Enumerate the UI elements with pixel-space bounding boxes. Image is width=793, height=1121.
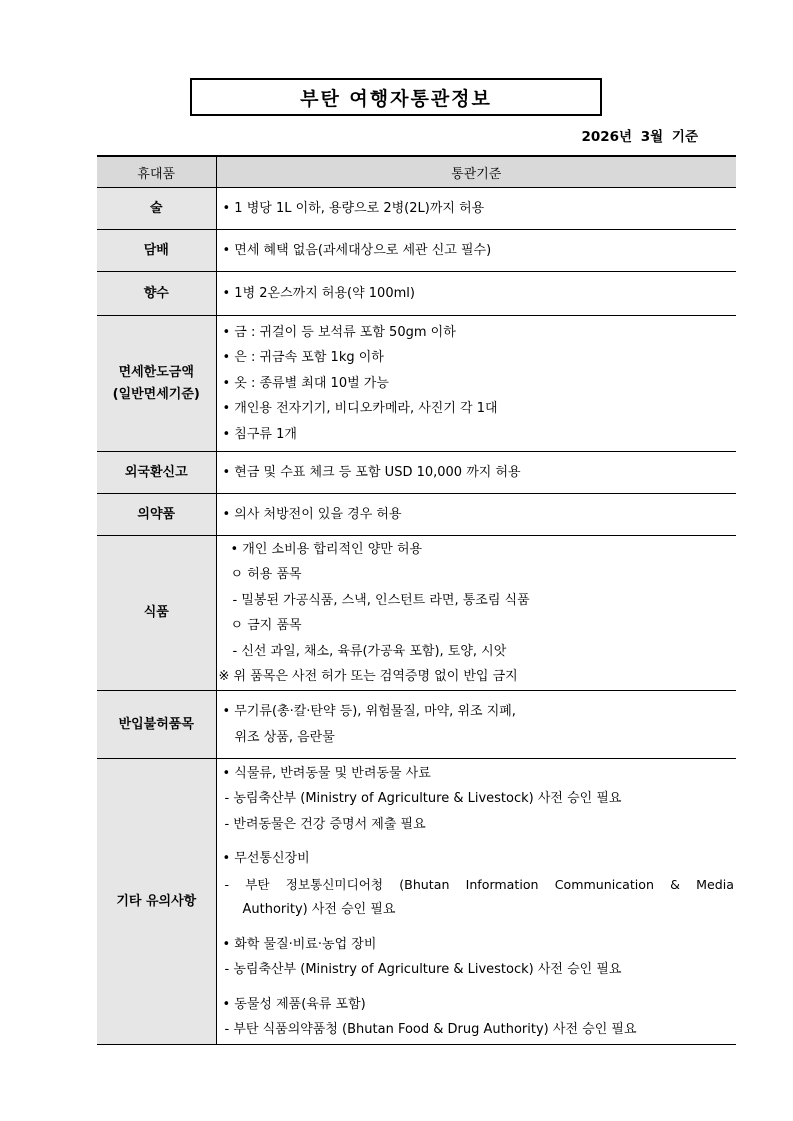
page-title: 부탄 여행자통관정보 bbox=[190, 78, 602, 116]
header-criteria: 통관기준 bbox=[216, 156, 736, 188]
category-sublabel: (일반면세기준) bbox=[112, 386, 200, 402]
content-cell bbox=[216, 188, 736, 230]
row-food bbox=[97, 536, 736, 691]
table-header-row bbox=[97, 156, 736, 188]
content-line: ㅇ 금지 품목 bbox=[230, 618, 302, 633]
category-label: 기타 유의사항 bbox=[116, 893, 197, 909]
content-line: • 1 병당 1L 이하, 용량으로 2병(2L)까지 허용 bbox=[222, 200, 485, 216]
content-line: • 동물성 제품(육류 포함) bbox=[222, 996, 366, 1012]
row-alcohol bbox=[97, 188, 736, 230]
content-line: • 1병 2온스까지 허용(약 100ml) bbox=[222, 285, 415, 301]
category-label: 술 bbox=[149, 200, 163, 216]
category-cell bbox=[97, 188, 216, 230]
category-cell bbox=[97, 494, 216, 536]
row-currency-declaration bbox=[97, 452, 736, 494]
content-line: ㅇ 허용 품목 bbox=[230, 567, 302, 582]
category-cell bbox=[97, 759, 216, 1045]
content-cell bbox=[216, 536, 736, 691]
content-line: - 반려동물은 건강 증명서 제출 필요 bbox=[224, 816, 426, 832]
content-line: - 밀봉된 가공식품, 스낵, 인스턴트 라면, 통조림 식품 bbox=[232, 592, 530, 608]
row-duty-free-limit bbox=[97, 316, 736, 452]
content-line: 위조 상품, 음란물 bbox=[234, 729, 335, 745]
content-line: • 금 : 귀걸이 등 보석류 포함 50gm 이하 bbox=[222, 324, 456, 340]
content-line: Authority) 사전 승인 필요 bbox=[242, 902, 396, 917]
content-line: • 은 : 귀금속 포함 1kg 이하 bbox=[222, 350, 384, 366]
content-line: • 개인 소비용 합리적인 양만 허용 bbox=[230, 541, 423, 557]
content-line: • 면세 혜택 없음(과세대상으로 세관 신고 필수) bbox=[222, 242, 492, 258]
content-line: • 무선통신장비 bbox=[222, 851, 310, 866]
row-tobacco bbox=[97, 230, 736, 272]
category-label: 향수 bbox=[143, 285, 169, 301]
customs-info-table bbox=[97, 155, 736, 1045]
content-line: • 식물류, 반려동물 및 반려동물 사료 bbox=[222, 765, 431, 781]
category-label: 의약품 bbox=[137, 506, 176, 522]
category-label: 외국환신고 bbox=[124, 464, 188, 480]
content-line: • 개인용 전자기기, 비디오카메라, 사진기 각 1대 bbox=[222, 401, 498, 417]
content-cell bbox=[216, 452, 736, 494]
content-line: - 부탄 식품의약품청 (Bhutan Food & Drug Authority) 사전 승인 필요 bbox=[224, 1022, 637, 1037]
category-label: 담배 bbox=[143, 242, 169, 258]
category-cell bbox=[97, 691, 216, 759]
content-line: • 무기류(총·칼·탄약 등), 위험물질, 마약, 위조 지폐, bbox=[222, 704, 516, 719]
content-line: • 옷 : 종류별 최대 10벌 가능 bbox=[222, 375, 389, 391]
content-line: • 침구류 1개 bbox=[222, 426, 297, 442]
content-cell bbox=[216, 759, 736, 1045]
category-label: 반입불허품목 bbox=[118, 716, 194, 732]
row-prohibited-items bbox=[97, 691, 736, 759]
content-line: - 농림축산부 (Ministry of Agriculture & Livestock) 사전 승인 필요 bbox=[224, 962, 622, 977]
content-cell bbox=[216, 494, 736, 536]
content-cell bbox=[216, 272, 736, 316]
content-line: - 농림축산부 (Ministry of Agriculture & Livestock) 사전 승인 필요 bbox=[224, 791, 622, 806]
row-other-notes bbox=[97, 759, 736, 1045]
category-cell bbox=[97, 272, 216, 316]
category-cell bbox=[97, 230, 216, 272]
content-line: - 부탄 정보통신미디어청 (Bhutan Information Communication & Media bbox=[224, 876, 734, 892]
reference-date: 2026년 3월 기준 bbox=[581, 129, 698, 145]
header-item: 휴대품 bbox=[97, 156, 216, 188]
content-line: • 의사 처방전이 있을 경우 허용 bbox=[222, 506, 402, 522]
category-label: 식품 bbox=[143, 605, 169, 620]
content-line: • 화학 물질·비료·농업 장비 bbox=[222, 936, 377, 952]
category-cell bbox=[97, 536, 216, 691]
category-cell bbox=[97, 452, 216, 494]
row-medicine bbox=[97, 494, 736, 536]
content-line: • 현금 및 수표 체크 등 포함 USD 10,000 까지 허용 bbox=[222, 464, 521, 480]
category-cell bbox=[97, 316, 216, 452]
row-perfume bbox=[97, 272, 736, 316]
category-label: 면세한도금액 bbox=[118, 364, 194, 380]
content-cell bbox=[216, 230, 736, 272]
content-cell bbox=[216, 316, 736, 452]
content-line: ※ 위 품목은 사전 허가 또는 검역증명 없이 반입 금지 bbox=[218, 669, 518, 684]
content-cell bbox=[216, 691, 736, 759]
content-line: - 신선 과일, 채소, 육류(가공육 포함), 토양, 시앗 bbox=[232, 643, 507, 659]
